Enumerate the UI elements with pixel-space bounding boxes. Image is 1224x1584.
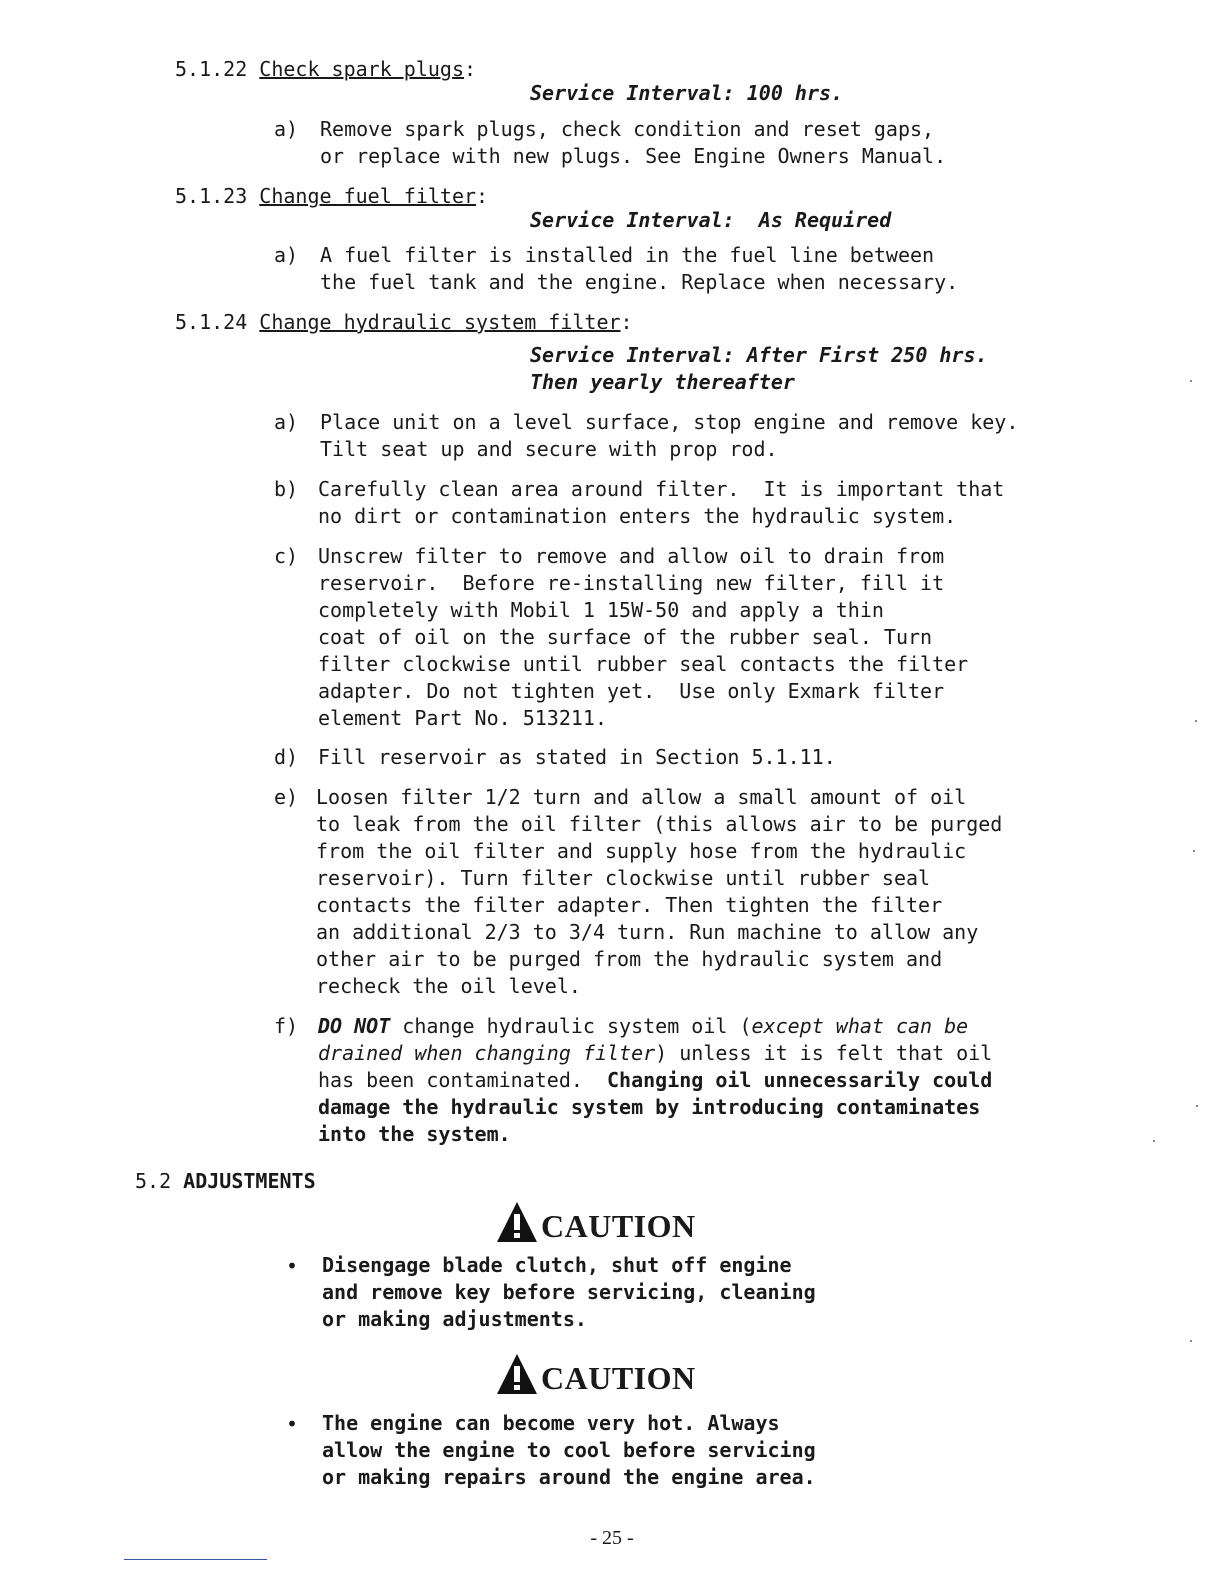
italic-text: drained when changing filter	[318, 1041, 656, 1065]
service-interval: Service Interval: As Required	[530, 208, 892, 232]
plain-text: ) unless it is felt that oil	[655, 1041, 993, 1065]
scan-speck	[1196, 1105, 1198, 1107]
scan-speck	[1153, 1140, 1155, 1142]
item-text-line	[318, 1013, 968, 1040]
caution-text-line: Disengage blade clutch, shut off engine	[322, 1253, 792, 1277]
item-text-line: filter clockwise until rubber seal contacts the filter	[318, 652, 969, 676]
caution-header	[495, 1352, 696, 1404]
item-text-line: Place unit on a level surface, stop engine and remove key.	[320, 410, 1019, 434]
do-not-emphasis: DO NOT	[318, 1014, 391, 1038]
item-text-line	[318, 1040, 992, 1067]
caution-label: CAUTION	[541, 1359, 696, 1396]
section-number: 5.2	[135, 1169, 172, 1193]
bullet: •	[286, 1254, 299, 1278]
item-text-line: an additional 2/3 to 3/4 turn. Run machine to allow any	[316, 920, 979, 944]
item-text-line: reservoir. Before re-installing new filter, fill it	[318, 571, 945, 595]
item-text-line: recheck the oil level.	[316, 974, 581, 998]
service-interval: Then yearly thereafter	[530, 370, 795, 394]
item-text-line: Unscrew filter to remove and allow oil to drain from	[318, 544, 945, 568]
item-text-line: the fuel tank and the engine. Replace when necessary.	[320, 270, 959, 294]
caution-text-line: allow the engine to cool before servicing	[322, 1438, 816, 1462]
italic-text: except what can be	[751, 1014, 969, 1038]
heading-5-1-23	[175, 183, 488, 210]
heading-5-2	[135, 1168, 316, 1195]
section-title: ADJUSTMENTS	[183, 1169, 316, 1193]
section-title: Change hydraulic system filter	[259, 310, 621, 334]
item-text-line: into the system.	[318, 1122, 511, 1146]
scan-speck	[1190, 380, 1192, 382]
item-text-line: Fill reservoir as stated in Section 5.1.11.	[318, 745, 836, 769]
colon: :	[620, 310, 633, 334]
section-number: 5.1.22	[175, 57, 248, 81]
item-text-line: reservoir). Turn filter clockwise until rubber seal	[316, 866, 931, 890]
scan-speck	[1195, 720, 1197, 722]
plain-text: has been contaminated.	[318, 1068, 607, 1092]
section-number: 5.1.23	[175, 184, 248, 208]
service-interval: Service Interval: After First 250 hrs.	[530, 343, 988, 367]
caution-label: CAUTION	[541, 1207, 696, 1244]
caution-header	[495, 1200, 696, 1252]
section-title: Change fuel filter	[259, 184, 477, 208]
item-label: b)	[274, 477, 299, 501]
section-number: 5.1.24	[175, 310, 248, 334]
warning-triangle-icon	[495, 1352, 541, 1404]
item-label: a)	[274, 243, 299, 267]
colon: :	[464, 57, 477, 81]
item-text-line: Remove spark plugs, check condition and reset gaps,	[320, 117, 935, 141]
footer-rule	[124, 1559, 267, 1560]
warning-triangle-icon	[495, 1200, 541, 1252]
caution-text-line: The engine can become very hot. Always	[322, 1411, 780, 1435]
heading-5-1-24	[175, 309, 633, 336]
scan-speck	[1190, 1340, 1192, 1342]
caution-text-line: and remove key before servicing, cleaning	[322, 1280, 816, 1304]
item-text-line: no dirt or contamination enters the hydraulic system.	[318, 504, 957, 528]
caution-text-line: or making adjustments.	[322, 1307, 587, 1331]
item-text-line: element Part No. 513211.	[318, 706, 607, 730]
item-text-line: Carefully clean area around filter. It is important that	[318, 477, 1005, 501]
bullet: •	[286, 1412, 299, 1436]
item-text-line: Tilt seat up and secure with prop rod.	[320, 437, 778, 461]
item-label: f)	[274, 1014, 299, 1038]
item-text-line: from the oil filter and supply hose from the hydraulic	[316, 839, 967, 863]
bold-text: Changing oil unnecessarily could	[606, 1068, 993, 1092]
item-text-line: other air to be purged from the hydraulic system and	[316, 947, 943, 971]
item-text-line: coat of oil on the surface of the rubber seal. Turn	[318, 625, 933, 649]
item-label: e)	[274, 785, 299, 809]
item-text-line: A fuel filter is installed in the fuel line between	[320, 243, 935, 267]
section-title: Check spark plugs	[259, 57, 464, 81]
item-label: a)	[274, 410, 299, 434]
plain-text: change hydraulic system oil (	[390, 1014, 752, 1038]
item-text-line: Loosen filter 1/2 turn and allow a small amount of oil	[316, 785, 967, 809]
item-text-line: adapter. Do not tighten yet. Use only Exmark filter	[318, 679, 945, 703]
item-text-line: to leak from the oil filter (this allows air to be purged	[316, 812, 1003, 836]
item-text-line: contacts the filter adapter. Then tighten the filter	[316, 893, 943, 917]
item-label: a)	[274, 117, 299, 141]
page-number: - 25 -	[590, 1527, 634, 1549]
item-text-line: damage the hydraulic system by introducing contaminates	[318, 1095, 981, 1119]
service-interval: Service Interval: 100 hrs.	[530, 81, 844, 105]
item-text-line	[318, 1067, 992, 1094]
colon: :	[476, 184, 489, 208]
item-label: d)	[274, 745, 299, 769]
item-label: c)	[274, 544, 299, 568]
item-text-line: completely with Mobil 1 15W-50 and apply a thin	[318, 598, 884, 622]
item-text-line: or replace with new plugs. See Engine Owners Manual.	[320, 144, 947, 168]
caution-text-line: or making repairs around the engine area.	[322, 1465, 816, 1489]
heading-5-1-22	[175, 56, 476, 83]
scan-speck	[1193, 850, 1195, 852]
